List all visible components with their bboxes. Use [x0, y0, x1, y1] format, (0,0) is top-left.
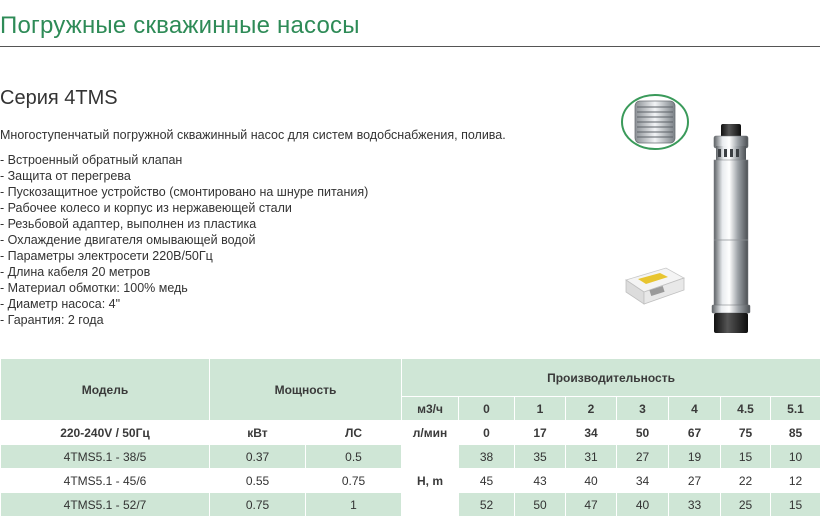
head-cell: 15 [721, 445, 771, 469]
feature-list [0, 152, 368, 328]
feature-item: - Встроенный обратный клапан [0, 153, 183, 167]
feature-item: - Пускозащитное устройство (смонтировано на шнуре питания) [0, 185, 369, 199]
feature-item: - Параметры электросети 220В/50Гц [0, 249, 213, 263]
head-cell: 38 [459, 445, 515, 469]
head-cell: 50 [515, 493, 566, 517]
head-cell: 15 [771, 493, 820, 517]
hp-cell: 0.75 [306, 469, 402, 493]
voltage-label: 220-240V / 50Гц [1, 421, 210, 445]
m3h-value: 3 [617, 397, 669, 421]
head-cell: 31 [566, 445, 617, 469]
capacity-column-header: Производительность [402, 359, 820, 397]
model-column-header: Модель [1, 359, 210, 421]
feature-item: - Гарантия: 2 года [0, 313, 104, 327]
feature-item: - Диаметр насоса: 4" [0, 297, 121, 311]
kw-cell: 0.75 [210, 493, 306, 517]
head-cell: 27 [669, 469, 721, 493]
kw-cell: 0.37 [210, 445, 306, 469]
lmin-value: 0 [459, 421, 515, 445]
head-cell: 22 [721, 469, 771, 493]
feature-item: - Защита от перегрева [0, 169, 131, 183]
head-cell: 52 [459, 493, 515, 517]
head-cell: 45 [459, 469, 515, 493]
head-cell: 43 [515, 469, 566, 493]
feature-item: - Рабочее колесо и корпус из нержавеющей стали [0, 201, 292, 215]
lmin-unit-label: л/мин [402, 421, 459, 445]
head-cell: 19 [669, 445, 721, 469]
kw-cell: 0.55 [210, 469, 306, 493]
power-column-header: Мощность [210, 359, 402, 421]
head-cell: 40 [566, 469, 617, 493]
head-cell: 47 [566, 493, 617, 517]
m3h-value: 4.5 [721, 397, 771, 421]
kw-unit-label: кВт [210, 421, 306, 445]
m3h-value: 0 [459, 397, 515, 421]
page-title: Погружные скважинные насосы [0, 12, 360, 39]
feature-item: - Охлаждение двигателя омывающей водой [0, 233, 256, 247]
lmin-value: 85 [771, 421, 820, 445]
head-unit-label: H, m [402, 445, 459, 517]
lmin-value: 17 [515, 421, 566, 445]
m3h-value: 5.1 [771, 397, 820, 421]
m3h-value: 4 [669, 397, 721, 421]
feature-item: - Материал обмотки: 100% медь [0, 281, 188, 295]
title-divider [0, 46, 820, 47]
head-cell: 25 [721, 493, 771, 517]
model-cell: 4TMS5.1 - 52/7 [1, 493, 210, 517]
specifications-table [0, 358, 820, 517]
head-cell: 35 [515, 445, 566, 469]
feature-item: - Длина кабеля 20 метров [0, 265, 151, 279]
head-cell: 10 [771, 445, 820, 469]
head-cell: 40 [617, 493, 669, 517]
m3h-unit-label: м3/ч [402, 397, 459, 421]
control-box-icon [622, 262, 688, 308]
lmin-value: 75 [721, 421, 771, 445]
lmin-value: 50 [617, 421, 669, 445]
head-cell: 33 [669, 493, 721, 517]
m3h-value: 2 [566, 397, 617, 421]
table-row [1, 445, 820, 469]
impeller-cutaway-icon [620, 93, 690, 151]
product-description: Многоступенчатый погружной скважинный насос для систем водобснабжения, полива. [0, 128, 506, 142]
hp-cell: 1 [306, 493, 402, 517]
series-title: Серия 4TMS [0, 87, 118, 109]
head-cell: 27 [617, 445, 669, 469]
submersible-pump-icon [700, 120, 762, 336]
model-cell: 4TMS5.1 - 38/5 [1, 445, 210, 469]
m3h-value: 1 [515, 397, 566, 421]
model-cell: 4TMS5.1 - 45/6 [1, 469, 210, 493]
feature-item: - Резьбовой адаптер, выполнен из пластика [0, 217, 257, 231]
head-cell: 34 [617, 469, 669, 493]
hp-cell: 0.5 [306, 445, 402, 469]
hp-unit-label: ЛС [306, 421, 402, 445]
lmin-value: 67 [669, 421, 721, 445]
lmin-value: 34 [566, 421, 617, 445]
head-cell: 12 [771, 469, 820, 493]
